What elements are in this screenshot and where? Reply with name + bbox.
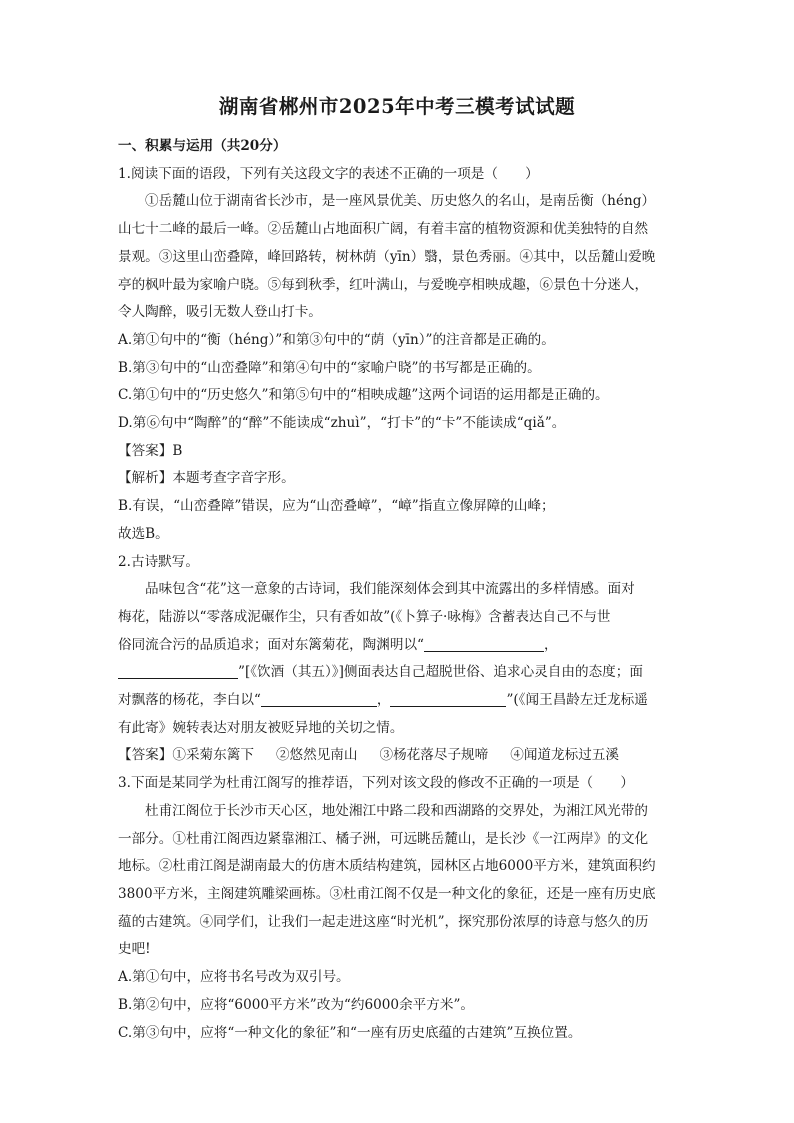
question-1-answer: 【答案】B xyxy=(118,442,183,459)
answer-label: 【答案】 xyxy=(118,747,173,764)
answer-item: ④闻道龙标过五溪 xyxy=(510,747,619,764)
fill-blank-2[interactable] xyxy=(118,664,238,679)
question-2-passage-line: 梅花，陆游以“零落成泥碾作尘，只有香如故”(《卜算子·咏梅》含蓄表达自己不与世 xyxy=(118,608,611,625)
question-3-stem: 3.下面是某同学为杜甫江阁写的推荐语，下列对该文段的修改不正确的一项是（ ） xyxy=(118,775,634,792)
question-3-passage-line: 一部分。①杜甫江阁西边紧靠湘江、橘子洲，可远眺岳麓山，是长沙《一江两岸》的文化 xyxy=(118,830,649,847)
question-1-passage-line: 景观。③这里山峦叠障，峰回路转，树林荫（yīn）翳，景色秀丽。④其中，以岳麓山爱晚 xyxy=(118,248,656,265)
page-title: 湖南省郴州市2025年中考三模考试试题 xyxy=(218,95,576,118)
question-1-analysis: B.有误，“山峦叠障”错误，应为“山峦叠嶂”，“嶂”指直立像屏障的山峰； xyxy=(118,498,555,515)
question-2-passage-line xyxy=(118,659,676,687)
question-1-conclusion: 故选B。 xyxy=(118,525,169,542)
question-3-passage-line: 地标。②杜甫江阁是湖南最大的仿唐木质结构建筑，园林区占地6000平方米，建筑面积约 xyxy=(118,858,656,875)
question-1-passage-line: 令人陶醉，吸引无数人登山打卡。 xyxy=(118,304,322,321)
question-1-option-b: B.第③句中的“山峦叠障”和第④句中的“家喻户晓”的书写都是正确的。 xyxy=(118,359,541,376)
passage-text: 俗同流合污的品质追求；面对东篱菊花，陶渊明以“ xyxy=(118,636,425,653)
answer-item: ③杨花落尽子规啼 xyxy=(379,747,489,764)
question-2-passage-line: 品味包含“花”这一意象的古诗词，我们能深刻体会到其中流露出的多样情感。面对 xyxy=(145,581,635,598)
question-3-option-a: A.第①句中，应将书名号改为双引号。 xyxy=(118,969,350,986)
question-1-option-c: C.第①句中的“历史悠久”和第⑤句中的“相映成趣”这两个词语的运用都是正确的。 xyxy=(118,387,609,404)
answer-item: ①采菊东篱下 xyxy=(172,747,254,764)
question-1-passage-line: 亭的枫叶最为家喻户晓。⑤每到秋季，红叶满山，与爱晚亭相映成趣，⑥景色十分迷人， xyxy=(118,276,649,293)
passage-text: ”[《饮酒（其五）》]侧面表达自己超脱世俗、追求心灵自由的态度；面 xyxy=(238,664,643,681)
question-3-passage-line: 史吧! xyxy=(118,941,151,958)
question-2-stem: 2.古诗默写。 xyxy=(118,553,199,570)
question-1-passage-line: 山七十二峰的最后一峰。②岳麓山占地面积广阔，有着丰富的植物资源和优美独特的自然 xyxy=(118,221,649,238)
question-1-passage-line: ①岳麓山位于湖南省长沙市，是一座风景优美、历史悠久的名山，是南岳衡（héng） xyxy=(145,193,656,210)
question-1-analysis-label: 【解析】本题考查字音字形。 xyxy=(118,470,295,487)
question-3-option-b: B.第②句中，应将“6000平方米”改为“约6000余平方米”。 xyxy=(118,996,474,1013)
question-2-answer xyxy=(118,742,676,770)
question-3-passage-line: 杜甫江阁位于长沙市天心区，地处湘江中路二段和西湖路的交界处，为湘江风光带的 xyxy=(145,802,648,819)
question-2-passage-line xyxy=(118,687,676,715)
question-3-option-c: C.第③句中，应将“一种文化的象征”和“一座有历史底蕴的古建筑”互换位置。 xyxy=(118,1024,582,1041)
passage-text: ”(《闻王昌龄左迁龙标遥 xyxy=(506,692,648,709)
fill-blank-4[interactable] xyxy=(390,692,506,707)
question-3-passage-line: 3800平方米，主阁建筑雕梁画栋。③杜甫江阁不仅是一种文化的象征，还是一座有历史底 xyxy=(118,885,656,902)
question-3-passage-line: 蕴的古建筑。④同学们，让我们一起走进这座“时光机”，探究那份浓厚的诗意与悠久的历 xyxy=(118,913,649,930)
question-1-option-a: A.第①句中的“衡（héng）”和第③句中的“荫（yīn）”的注音都是正确的。 xyxy=(118,331,555,348)
fill-blank-1[interactable] xyxy=(424,637,544,652)
question-2-passage-line: 有此寄》婉转表达对朋友被贬异地的关切之情。 xyxy=(118,719,404,736)
passage-text: ， xyxy=(376,692,391,709)
answer-item: ②悠然见南山 xyxy=(275,747,358,764)
section-heading: 一、积累与运用（共20分） xyxy=(118,138,287,154)
question-1-stem: 1.阅读下面的语段，下列有关这段文字的表述不正确的一项是（ ） xyxy=(118,165,539,182)
passage-text: ， xyxy=(544,636,558,653)
question-1-option-d: D.第⑥句中“陶醉”的“醉”不能读成“zhuì”，“打卡”的“卡”不能读成“qiǎ”。 xyxy=(118,415,566,432)
passage-text: 对飘落的杨花，李白以“ xyxy=(118,692,261,709)
question-2-passage-line xyxy=(118,632,676,660)
fill-blank-3[interactable] xyxy=(261,692,377,707)
